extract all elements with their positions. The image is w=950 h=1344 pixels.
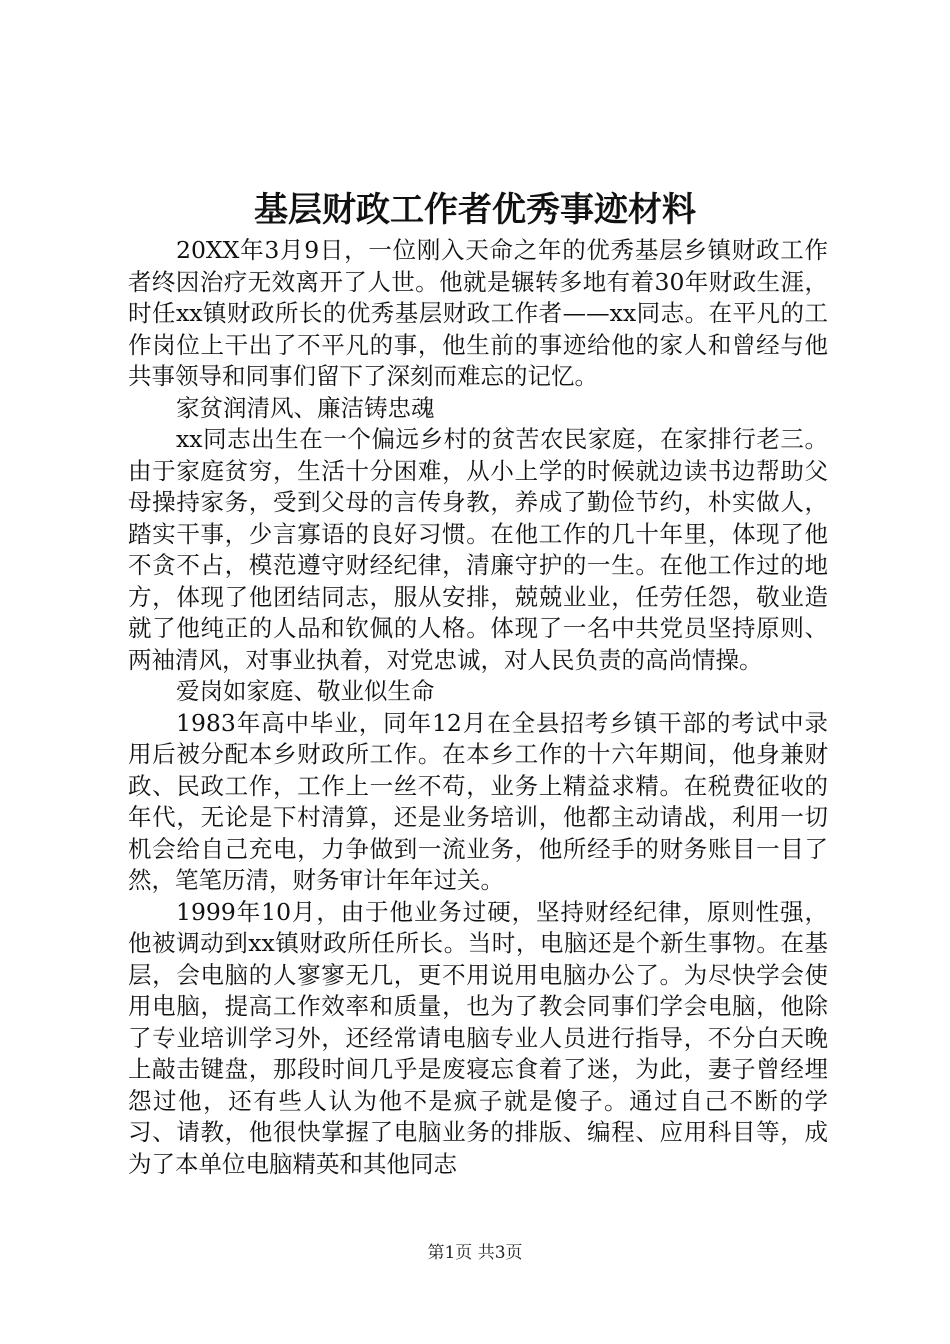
section-heading: 家贫润清风、廉洁铸忠魂	[176, 393, 435, 422]
document-title: 基层财政工作者优秀事迹材料	[254, 190, 696, 230]
paragraph: 20XX年3月9日，一位刚入天命之年的优秀基层乡镇财政工作者终因治疗无效离开了人世。他就是辗转多地有着30年财政生涯，时任xx镇财政所长的优秀基层财政工作者——xx同志。在平凡的工作岗位上干出了不平凡的事，他生前的事迹给他的家人和曾经与他共事领导和同事们留下了深刻而难忘的记忆。	[128, 236, 828, 390]
paragraph: 1999年10月，由于他业务过硬，坚持财经纪律，原则性强，他被调动到xx镇财政所任所长。当时，电脑还是个新生事物。在基层，会电脑的人寥寥无几，更不用说用电脑办公了。为尽快学会使用电脑，提高工作效率和质量，也为了教会同事们学会电脑，他除了专业培训学习外，还经常请电脑专业人员进行指导，不分白天晚上敲击键盘，那段时间几乎是废寝忘食着了迷，为此，妻子曾经埋怨过他，还有些人认为他不是疯子就是傻子。通过自己不断的学习、请教，他很快掌握了电脑业务的排版、编程、应用科目等，成为了本单位电脑精英和其他同志	[128, 897, 828, 1178]
document-body	[128, 235, 828, 1180]
section-heading: 爱岗如家庭、敬业似生命	[176, 677, 435, 705]
paragraph: 1983年高中毕业，同年12月在全县招考乡镇干部的考试中录用后被分配本乡财政所工作。在本乡工作的十六年期间，他身兼财政、民政工作，工作上一丝不苟，业务上精益求精。在税费征收的年代，无论是下村清算，还是业务培训，他都主动请战，利用一切机会给自己充电，力争做到一流业务，他所经手的财务账目一目了然，笔笔历清，财务审计年年过关。	[128, 708, 828, 894]
paragraph: xx同志出生在一个偏远乡村的贫苦农民家庭，在家排行老三。由于家庭贫穷，生活十分困难，从小上学的时候就边读书边帮助父母操持家务，受到父母的言传身教，养成了勤俭节约，朴实做人，踏实干事，少言寡语的良好习惯。在他工作的几十年里，体现了他不贪不占，模范遵守财经纪律，清廉守护的一生。在他工作过的地方，体现了他团结同志，服从安排，兢兢业业，任劳任怨，敬业造就了他纯正的人品和钦佩的人格。体现了一名中共党员坚持原则、两袖清风，对事业执着，对党忠诚，对人民负责的高尚情操。	[128, 425, 828, 674]
page-number-footer: 第1页 共3页	[427, 1243, 523, 1263]
